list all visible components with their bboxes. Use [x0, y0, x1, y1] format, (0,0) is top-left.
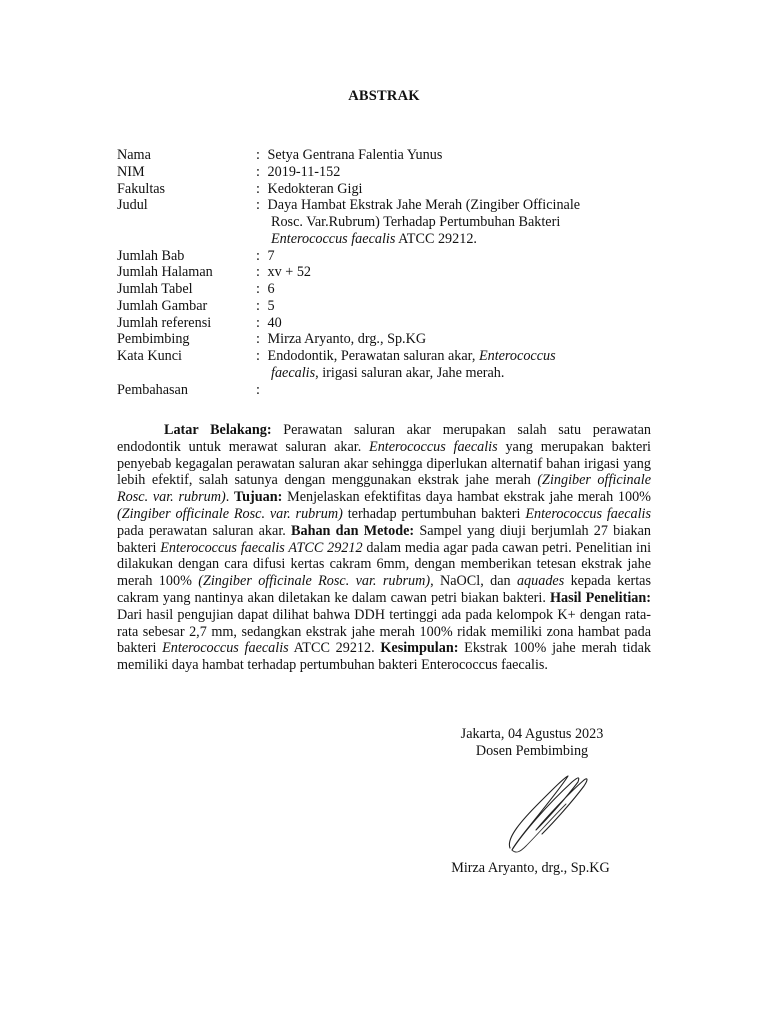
- abstract-text: terhadap pertumbuhan bakteri: [342, 505, 526, 522]
- chapter-count: 7: [267, 247, 275, 264]
- colon: :: [256, 147, 260, 163]
- student-id: 2019-11-152: [267, 163, 341, 180]
- page-count: xv + 52: [267, 264, 312, 281]
- colon: :: [256, 331, 260, 348]
- section-heading-results: Hasil Penelitian:: [549, 589, 651, 606]
- colon: :: [256, 297, 260, 314]
- meta-row-pembahasan: [117, 382, 657, 399]
- keywords-line-2-rest: , irigasi saluran akar, Jahe merah.: [315, 364, 505, 381]
- title-line-1: Daya Hambat Ekstrak Jahe Merah (Zingiber Officinale: [267, 197, 581, 214]
- keywords: [264, 348, 657, 382]
- abstract-text: yang merupakan bakteri penyebab kegagalan perawatan saluran akar sehingga diperlukan alternatif bahan irigasi yang lebih efektif, salah satunya dengan menggunakan ekstrak jahe merah: [117, 438, 651, 489]
- section-heading-background: Latar Belakang:: [164, 422, 272, 438]
- abstract-italic: (Zingiber officinale Rosc. var. rubrum): [117, 472, 651, 506]
- meta-value: [264, 382, 657, 399]
- handwritten-signature: [492, 768, 602, 858]
- reference-count: 40: [267, 314, 282, 331]
- meta-row-jumlah-gambar: [117, 298, 657, 315]
- colon: :: [256, 281, 260, 297]
- meta-label: Jumlah Bab: [117, 247, 185, 264]
- abstract-text: Perawatan saluran akar merupakan salah satu perawatan endodontik untuk merawat saluran akar.: [117, 422, 651, 455]
- title-line-3: [264, 231, 657, 248]
- abstract-text: Ekstrak 100% jahe merah tidak memiliki daya hambat terhadap pertumbuhan bakteri Enterococcus faecalis.: [117, 640, 651, 674]
- meta-row-kata-kunci: [117, 348, 657, 382]
- abstract-text: Dari hasil pengujian dapat dilihat bahwa DDH tertinggi ada pada kelompok K+ dengan rata-rata sebesar 2,7 mm, sedangkan ekstrak jahe merah 100% ridak memiliki zona hambat pada bakteri: [117, 606, 651, 657]
- abstract-text: Menjelaskan efektifitas daya hambat ekstrak jahe merah 100%: [282, 489, 651, 506]
- thesis-title: [264, 197, 657, 247]
- meta-value: [264, 315, 657, 332]
- meta-row-nama: [117, 147, 657, 164]
- abstract-text: Sampel yang diuji berjumlah 27 biakan bakteri: [117, 522, 651, 556]
- meta-label: Pembahasan: [117, 381, 188, 398]
- abstract-italic: aquades: [516, 573, 565, 590]
- meta-row-judul: [117, 197, 657, 247]
- section-heading-objective: Tujuan:: [234, 489, 283, 506]
- meta-label: Jumlah Tabel: [117, 281, 193, 297]
- metadata-table: [117, 147, 657, 398]
- signer-name: Mirza Aryanto, drg., Sp.KG: [451, 860, 610, 876]
- colon: :: [256, 180, 260, 197]
- figure-count: 5: [267, 297, 275, 314]
- meta-row-jumlah-tabel: [117, 281, 657, 298]
- meta-value: [264, 264, 657, 281]
- meta-value: [264, 248, 657, 265]
- colon: :: [256, 348, 260, 364]
- section-heading-methods: Bahan dan Metode:: [291, 522, 415, 539]
- meta-label: Nama: [117, 147, 151, 163]
- abstract-italic: Enterococcus faecalis: [369, 438, 498, 455]
- abstract-text: kepada kertas cakram yang nantinya akan diletakan ke dalam cawan petri biakan bakteri.: [117, 573, 651, 606]
- colon: :: [256, 163, 260, 180]
- meta-value: [264, 281, 657, 298]
- meta-label: Jumlah referensi: [117, 314, 212, 331]
- meta-row-jumlah-halaman: [117, 264, 657, 281]
- table-count: 6: [267, 281, 275, 297]
- abstract-text: dalam media agar pada cawan petri. Penelitian ini dilakukan dengan cara difusi kertas cakram 6mm, dengan memberikan tetesan ekstrak jahe merah 100%: [117, 539, 652, 590]
- abstract-italic: (Zingiber officinale Rosc. var. rubrum): [198, 573, 431, 590]
- meta-label: NIM: [117, 163, 145, 180]
- abstract-italic: Enterococcus faecalis: [162, 640, 289, 657]
- colon: :: [256, 314, 260, 331]
- abstract-body: [117, 422, 651, 674]
- meta-value: [264, 147, 657, 164]
- title-line-3-rest: ATCC 29212.: [395, 230, 477, 247]
- page-title: ABSTRAK: [348, 88, 420, 104]
- meta-value: [264, 164, 657, 181]
- signature-place-date: Jakarta, 04 Agustus 2023: [460, 726, 604, 742]
- abstract-italic: (Zingiber officinale Rosc. var. rubrum): [117, 505, 343, 522]
- supervisor-name: Mirza Aryanto, drg., Sp.KG: [267, 331, 427, 348]
- meta-label: Pembimbing: [117, 331, 190, 348]
- title-line-2: Rosc. Var.Rubrum) Terhadap Pertumbuhan Bakteri: [271, 214, 561, 230]
- species-name: Enterococcus faecalis: [271, 230, 396, 247]
- signature-role: Dosen Pembimbing: [475, 743, 589, 759]
- meta-row-fakultas: [117, 181, 657, 198]
- faculty: Kedokteran Gigi: [267, 180, 363, 197]
- keywords-line-1: Endodontik, Perawatan saluran akar,: [267, 348, 479, 364]
- colon: :: [256, 197, 260, 214]
- colon: :: [256, 247, 260, 264]
- meta-label: Judul: [117, 197, 148, 214]
- meta-label: Kata Kunci: [117, 348, 183, 364]
- section-heading-conclusion: Kesimpulan:: [380, 640, 459, 657]
- colon: :: [256, 381, 260, 398]
- meta-row-jumlah-referensi: [117, 315, 657, 332]
- meta-label: Jumlah Halaman: [117, 264, 213, 281]
- meta-label: Jumlah Gambar: [117, 297, 208, 314]
- abstract-italic: Enterococcus faecalis ATCC 29212: [160, 539, 363, 556]
- meta-value: [264, 331, 657, 348]
- meta-label: Fakultas: [117, 180, 166, 197]
- abstract-text: ATCC 29212.: [288, 640, 381, 657]
- abstract-text: , NaOCl, dan: [430, 573, 517, 590]
- meta-row-pembimbing: [117, 331, 657, 348]
- keywords-line-2: [264, 365, 657, 382]
- meta-value: [264, 181, 657, 198]
- student-name: Setya Gentrana Falentia Yunus: [267, 147, 443, 163]
- keywords-line-1-italic: Enterococcus: [478, 348, 556, 364]
- meta-value: [264, 298, 657, 315]
- meta-row-nim: [117, 164, 657, 181]
- abstract-text: .: [225, 489, 234, 506]
- meta-row-jumlah-bab: [117, 248, 657, 265]
- colon: :: [256, 264, 260, 281]
- abstract-text: pada perawatan saluran akar.: [117, 522, 292, 539]
- keywords-line-2-italic: faecalis: [271, 364, 316, 381]
- abstract-italic: Enterococcus faecalis: [525, 505, 651, 522]
- signature-block: [432, 726, 632, 760]
